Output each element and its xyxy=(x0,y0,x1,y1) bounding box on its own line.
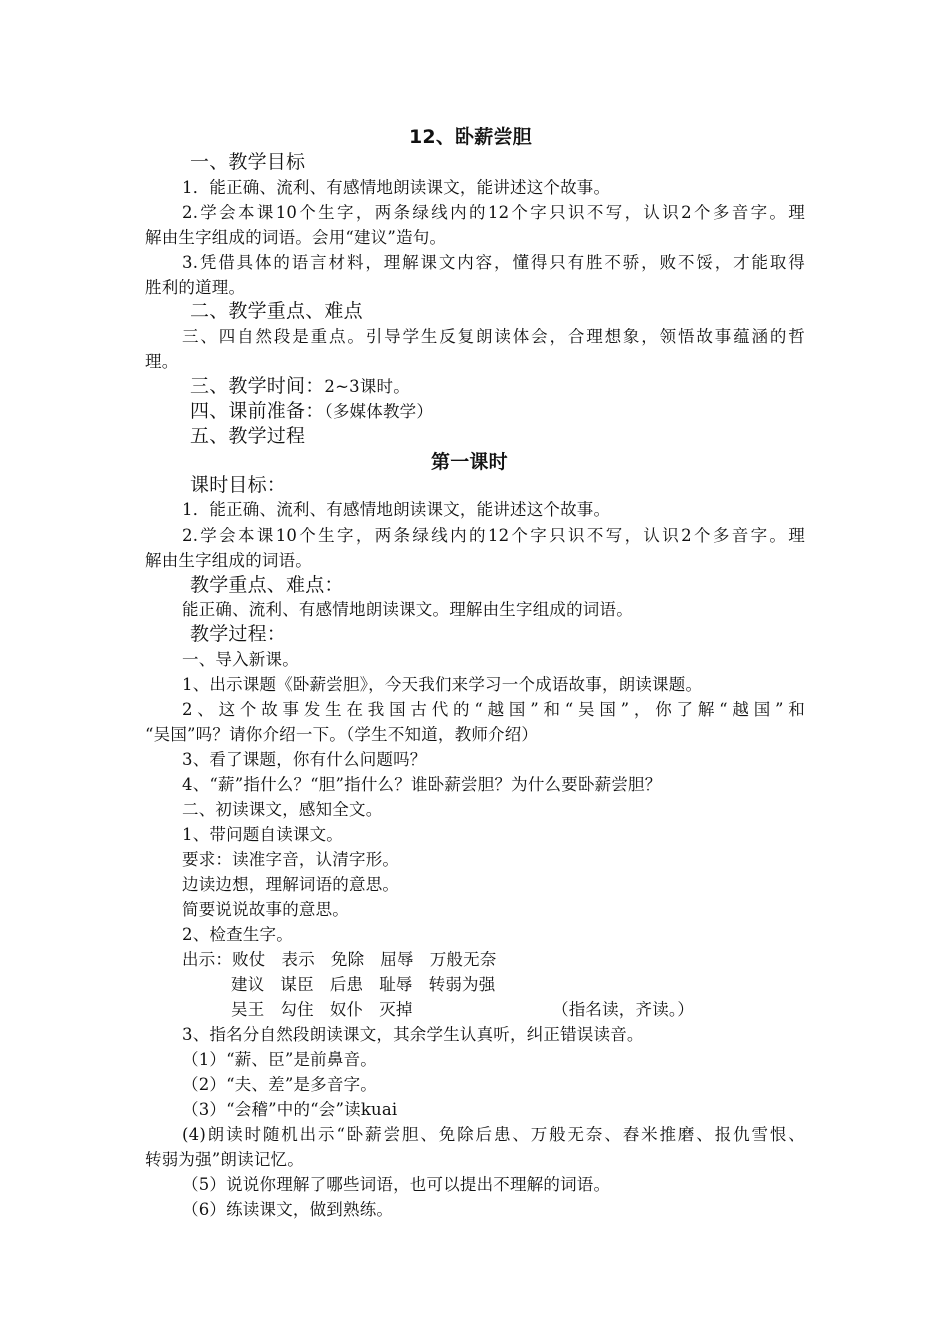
word: 败仗 xyxy=(232,950,266,969)
prep-heading: 四、课前准备： xyxy=(190,400,325,422)
lesson-process-heading: 教学过程： xyxy=(190,623,287,645)
goal-2-line-1: 2.学会本课10个生字，两条绿线内的12个字只识不写，认识2个多音字。理 xyxy=(182,203,805,222)
words-row-3 xyxy=(231,1000,413,1020)
goal-3-line-2: 胜利的道理。 xyxy=(145,278,246,297)
step-2-1: 1、带问题自读课文。 xyxy=(182,825,343,844)
show-label: 出示： xyxy=(182,950,233,969)
process-heading: 五、教学过程 xyxy=(190,425,306,447)
lesson-goal-2-line-2: 解由生字组成的词语。 xyxy=(145,551,312,570)
lesson-focus-text: 能正确、流利、有感情地朗读课文。理解由生字组成的词语。 xyxy=(182,600,633,619)
step-2-2: 2、检查生字。 xyxy=(182,925,293,944)
lesson-title: 第一课时 xyxy=(431,451,508,473)
requirement-1: 要求：读准字音，认清字形。 xyxy=(182,850,400,869)
note-4-line-1: (4)朗读时随机出示“卧薪尝胆、免除后患、万般无奈、舂米推磨、报仇雪恨、 xyxy=(182,1125,805,1144)
word: 奴仆 xyxy=(329,1000,364,1019)
step-1-3: 3、看了课题，你有什么问题吗？ xyxy=(182,750,427,769)
words-row-1 xyxy=(182,950,497,970)
note-6: （6）练读课文，做到熟练。 xyxy=(182,1200,394,1219)
note-1: （1）“薪、臣”是前鼻音。 xyxy=(182,1050,377,1069)
word: 万般无奈 xyxy=(429,950,497,969)
prep-value: （多媒体教学） xyxy=(324,402,434,421)
word: 屈辱 xyxy=(380,950,414,969)
note-4-line-2: 转弱为强”朗读记忆。 xyxy=(145,1150,304,1169)
word: 耻辱 xyxy=(379,975,413,994)
word: 勾住 xyxy=(280,1000,314,1019)
goal-3-line-1: 3.凭借具体的语言材料，理解课文内容，懂得只有胜不骄，败不馁，才能取得 xyxy=(182,253,805,272)
lesson-goals-heading: 课时目标： xyxy=(190,474,287,496)
note-5: （5）说说你理解了哪些词语，也可以提出不理解的词语。 xyxy=(182,1175,611,1194)
note-3: （3）“会稽”中的“会”读kuai xyxy=(182,1100,398,1119)
word: 表示 xyxy=(281,950,315,969)
word: 灭掉 xyxy=(379,1000,413,1019)
focus-line-2: 理。 xyxy=(145,352,179,371)
step-1-1: 1、出示课题《卧薪尝胆》，今天我们来学习一个成语故事，朗读课题。 xyxy=(182,675,703,694)
step-1: 一、导入新课。 xyxy=(182,650,299,669)
focus-heading: 二、教学重点、难点 xyxy=(190,300,363,322)
time-line xyxy=(190,376,410,397)
step-1-2-line-1: 2、这个故事发生在我国古代的“越国”和“吴国”，你了解“越国”和 xyxy=(182,700,805,719)
word: 后患 xyxy=(329,975,364,994)
goal-1: 1．能正确、流利、有感情地朗读课文，能讲述这个故事。 xyxy=(182,178,611,197)
goals-heading: 一、教学目标 xyxy=(190,151,306,173)
time-value: 2~3课时。 xyxy=(324,377,410,396)
word: 免除 xyxy=(330,950,365,969)
time-heading: 三、教学时间： xyxy=(190,375,325,397)
prep-line xyxy=(190,401,433,422)
word: 转弱为强 xyxy=(428,975,496,994)
note-2: （2）“夫、差”是多音字。 xyxy=(182,1075,377,1094)
word: 谋臣 xyxy=(280,975,314,994)
lesson-goal-1: 1．能正确、流利、有感情地朗读课文，能讲述这个故事。 xyxy=(182,500,611,519)
focus-line-1: 三、四自然段是重点。引导学生反复朗读体会，合理想象，领悟故事蕴涵的哲 xyxy=(182,327,805,346)
lesson-focus-heading: 教学重点、难点： xyxy=(190,574,344,596)
requirement-3: 简要说说故事的意思。 xyxy=(182,900,349,919)
document-title: 12、卧薪尝胆 xyxy=(409,126,532,148)
word: 建议 xyxy=(231,975,265,994)
step-1-4: 4、“薪”指什么？“胆”指什么？谁卧薪尝胆？为什么要卧薪尝胆？ xyxy=(182,775,662,794)
words-row-2 xyxy=(231,975,495,995)
step-1-2-line-2: “吴国”吗？请你介绍一下。（学生不知道，教师介绍） xyxy=(145,725,539,744)
words-note: （指名读，齐读。） xyxy=(552,1000,695,1019)
step-2-3: 3、指名分自然段朗读课文，其余学生认真听，纠正错误读音。 xyxy=(182,1025,644,1044)
lesson-goal-2-line-1: 2.学会本课10个生字，两条绿线内的12个字只识不写，认识2个多音字。理 xyxy=(182,526,805,545)
step-2: 二、初读课文，感知全文。 xyxy=(182,800,383,819)
requirement-2: 边读边想，理解词语的意思。 xyxy=(182,875,400,894)
word: 吴王 xyxy=(231,1000,265,1019)
goal-2-line-2: 解由生字组成的词语。会用“建议”造句。 xyxy=(145,228,447,247)
